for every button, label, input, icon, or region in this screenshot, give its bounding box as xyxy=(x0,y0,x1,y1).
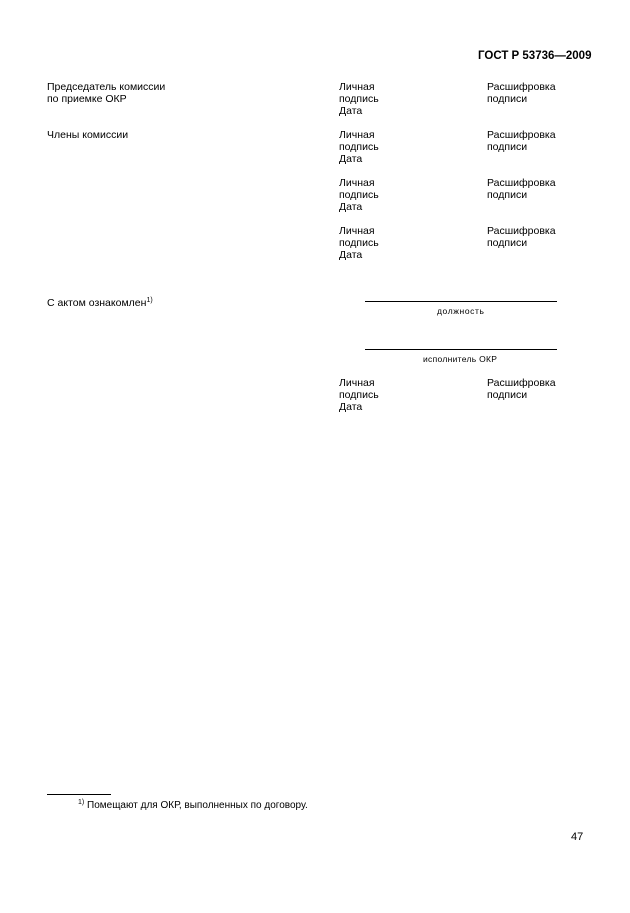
personal-label: Личная xyxy=(339,129,375,141)
signature-block-member-3 xyxy=(339,225,379,261)
decoding-block-chairman xyxy=(487,81,556,105)
decoding-label: Расшифровка xyxy=(487,177,556,189)
personal-label: Личная xyxy=(339,177,375,189)
personal-label: Личная xyxy=(339,225,375,237)
acquainted-label xyxy=(47,297,153,309)
members-label: Члены комиссии xyxy=(47,129,129,141)
decoding-label: Расшифровка xyxy=(487,377,556,389)
position-caption: должность xyxy=(437,306,485,316)
footnote-reference: 1) xyxy=(146,297,153,304)
decoding-block-member-1 xyxy=(487,129,556,153)
decoding-block-executor xyxy=(487,377,556,401)
date-label: Дата xyxy=(339,153,363,165)
decoding-block-member-2 xyxy=(487,177,556,201)
date-label: Дата xyxy=(339,105,363,117)
personal-label: Личная xyxy=(339,81,375,93)
date-label: Дата xyxy=(339,249,363,261)
chairman-label-line1: Председатель комиссии xyxy=(47,81,166,93)
decoding-label-2: подписи xyxy=(487,237,528,249)
position-line xyxy=(365,301,557,302)
signature-label: подпись xyxy=(339,389,379,401)
decoding-block-member-3 xyxy=(487,225,556,249)
decoding-label: Расшифровка xyxy=(487,81,556,93)
page-number: 47 xyxy=(571,831,584,843)
signature-block-member-2 xyxy=(339,177,379,213)
executor-caption: исполнитель ОКР xyxy=(423,354,498,364)
signature-block-executor xyxy=(339,377,379,413)
signature-block-member-1 xyxy=(339,129,379,165)
footnote-text: Помещают для ОКР, выполненных по договору. xyxy=(87,800,308,811)
footnote-separator xyxy=(47,794,111,795)
decoding-label-2: подписи xyxy=(487,141,528,153)
footnote xyxy=(78,800,308,812)
acquainted-text: С актом ознакомлен xyxy=(47,297,147,309)
date-label: Дата xyxy=(339,401,363,413)
footnote-mark: 1) xyxy=(78,799,85,806)
decoding-label-2: подписи xyxy=(487,93,528,105)
signature-block-chairman xyxy=(339,81,379,117)
chairman-label xyxy=(47,81,165,105)
personal-label: Личная xyxy=(339,377,375,389)
decoding-label: Расшифровка xyxy=(487,225,556,237)
executor-line xyxy=(365,349,557,350)
signature-label: подпись xyxy=(339,189,379,201)
signature-label: подпись xyxy=(339,237,379,249)
decoding-label: Расшифровка xyxy=(487,129,556,141)
decoding-label-2: подписи xyxy=(487,189,528,201)
signature-label: подпись xyxy=(339,141,379,153)
chairman-label-line2: по приемке ОКР xyxy=(47,93,127,105)
signature-label: подпись xyxy=(339,93,379,105)
date-label: Дата xyxy=(339,201,363,213)
document-code: ГОСТ Р 53736—2009 xyxy=(478,50,592,62)
decoding-label-2: подписи xyxy=(487,389,528,401)
